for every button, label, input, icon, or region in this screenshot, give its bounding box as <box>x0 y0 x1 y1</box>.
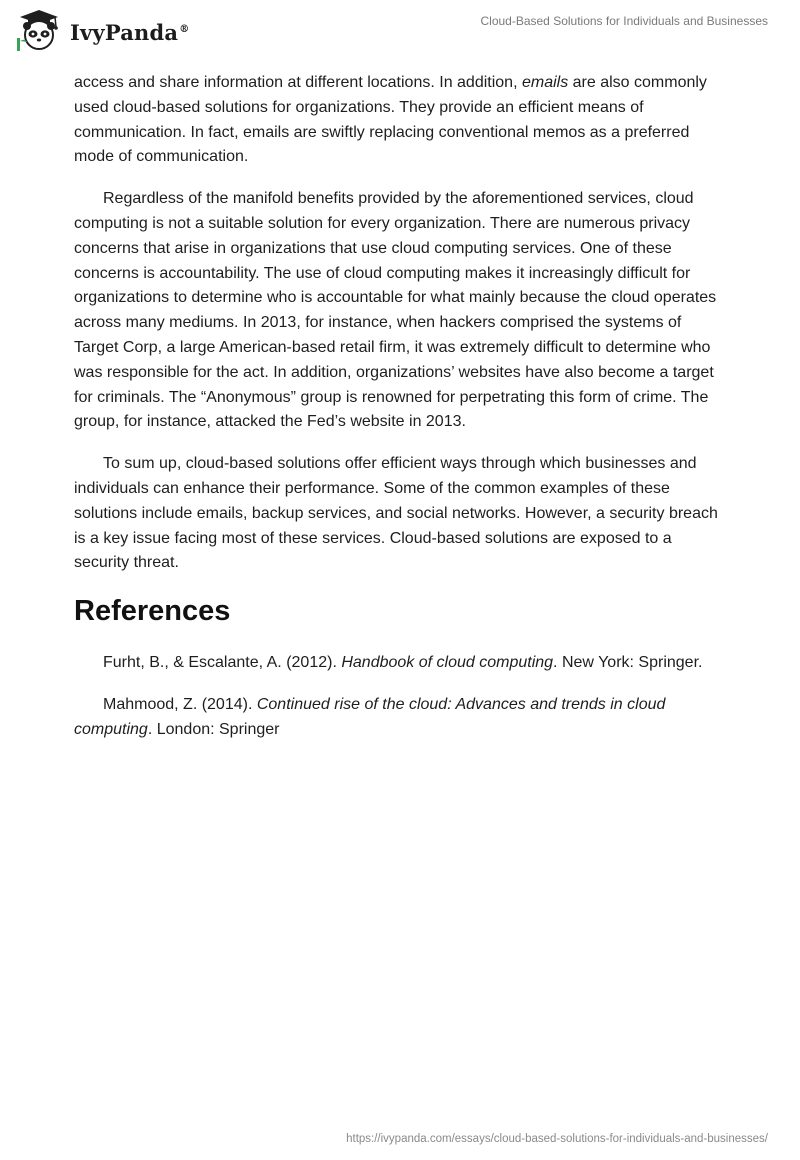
paragraph-conclusion: To sum up, cloud-based solutions offer efficient ways through which businesses and individuals can enhance their performance. Some of the common examples of these solutions include emails, backup services, and social networks. However, a security breach is a key issue facing most of these services. Cloud-based solutions are exposed to a security threat. <box>74 455 718 572</box>
source-url-link[interactable]: https://ivypanda.com/essays/cloud-based-solutions-for-individuals-and-businesses/ <box>346 1133 768 1145</box>
page-header <box>0 0 800 70</box>
ivypanda-logo[interactable] <box>14 8 189 52</box>
panda-mascot-icon <box>14 8 64 52</box>
reference-item: Furht, B., & Escalante, A. (2012). Handbook of cloud computing. New York: Springer. <box>103 654 703 672</box>
essay-body <box>74 71 724 760</box>
paragraph-privacy: Regardless of the manifold benefits provided by the aforementioned services, cloud computing is not a suitable solution for every organization. There are numerous privacy concerns that arise in organizations that use cloud computing services. One of these concerns is accountability. The use of cloud computing makes it increasingly difficult for organizations to determine who is accountable for what mainly because the cloud operates across many mediums. In 2013, for instance, when hackers comprised the systems of Target Corp, a large American-based retail firm, it was extremely difficult to determine who was responsible for the act. In addition, organizations’ websites have also become a target for criminals. The “Anonymous” group is renowned for perpetrating this form of crime. The group, for instance, attacked the Fed’s website in 2013. <box>74 190 717 431</box>
paragraph-continuation: access and share information at different locations. In addition, emails are also commonly used cloud-based solutions for organizations. They provide an efficient means of communication. In fact, emails are swiftly replacing conventional memos as a preferred mode of communication. <box>74 74 707 166</box>
document-title: Cloud-Based Solutions for Individuals and Businesses <box>480 14 768 28</box>
references-heading: References <box>74 595 231 628</box>
emphasis-emails: emails <box>521 74 569 91</box>
reference-item: Mahmood, Z. (2014). Continued rise of the cloud: Advances and trends in cloud computing. London: Springer <box>74 695 666 738</box>
logo-text: IvyPanda® <box>70 19 190 45</box>
